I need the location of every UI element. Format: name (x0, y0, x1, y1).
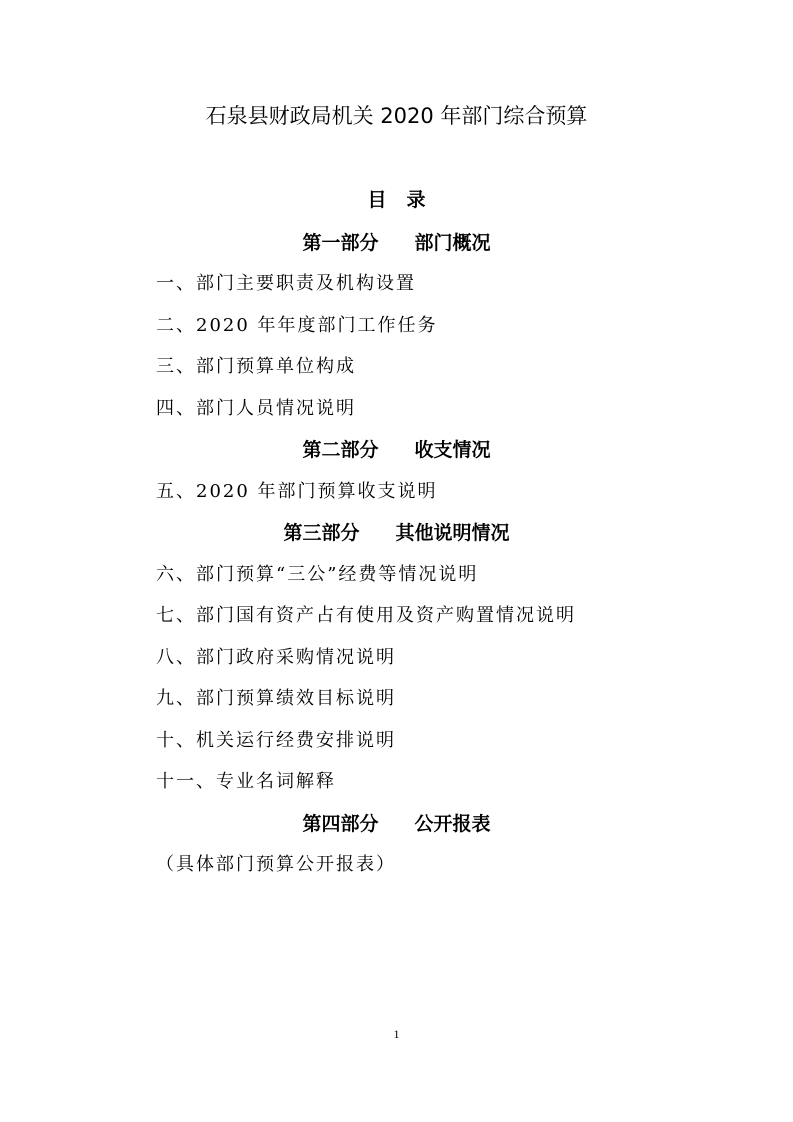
toc-entry-5[interactable]: 五、2020 年部门预算收支说明 (156, 481, 438, 502)
toc-heading-left: 目 (367, 189, 387, 211)
toc-entry-9[interactable]: 九、部门预算绩效目标说明 (156, 688, 396, 709)
part-2-label: 第二部分 (302, 439, 379, 461)
toc-entry-10[interactable]: 十、机关运行经费安排说明 (156, 730, 396, 751)
toc-heading-right: 录 (406, 189, 426, 211)
toc-entry-6[interactable]: 六、部门预算“三公”经费等情况说明 (156, 564, 479, 585)
toc-entry-4[interactable]: 四、部门人员情况说明 (156, 398, 356, 419)
part-heading-3 (0, 519, 793, 547)
part-1-name: 部门概况 (414, 232, 491, 254)
part-1-label: 第一部分 (302, 232, 379, 254)
part-2-name: 收支情况 (414, 439, 491, 461)
toc-entry-2[interactable]: 二、2020 年年度部门工作任务 (156, 315, 438, 336)
part-3-name: 其他说明情况 (395, 522, 510, 544)
part-3-label: 第三部分 (283, 522, 360, 544)
toc-entry-12[interactable]: （具体部门预算公开报表） (156, 854, 396, 875)
toc-entry-8[interactable]: 八、部门政府采购情况说明 (156, 647, 396, 668)
toc-entry-3[interactable]: 三、部门预算单位构成 (156, 356, 356, 377)
part-heading-2 (0, 436, 793, 464)
toc-entry-7[interactable]: 七、部门国有资产占有使用及资产购置情况说明 (156, 605, 576, 626)
page-number: 1 (393, 1027, 400, 1041)
part-4-label: 第四部分 (302, 813, 379, 835)
toc-entry-11[interactable]: 十一、专业名词解释 (156, 771, 336, 792)
toc-entry-1[interactable]: 一、部门主要职责及机构设置 (156, 273, 416, 294)
part-heading-1 (0, 229, 793, 257)
part-heading-4 (0, 810, 793, 838)
document-title: 石泉县财政局机关 2020 年部门综合预算 (205, 104, 588, 128)
part-4-name: 公开报表 (414, 813, 491, 835)
toc-heading (0, 186, 793, 214)
